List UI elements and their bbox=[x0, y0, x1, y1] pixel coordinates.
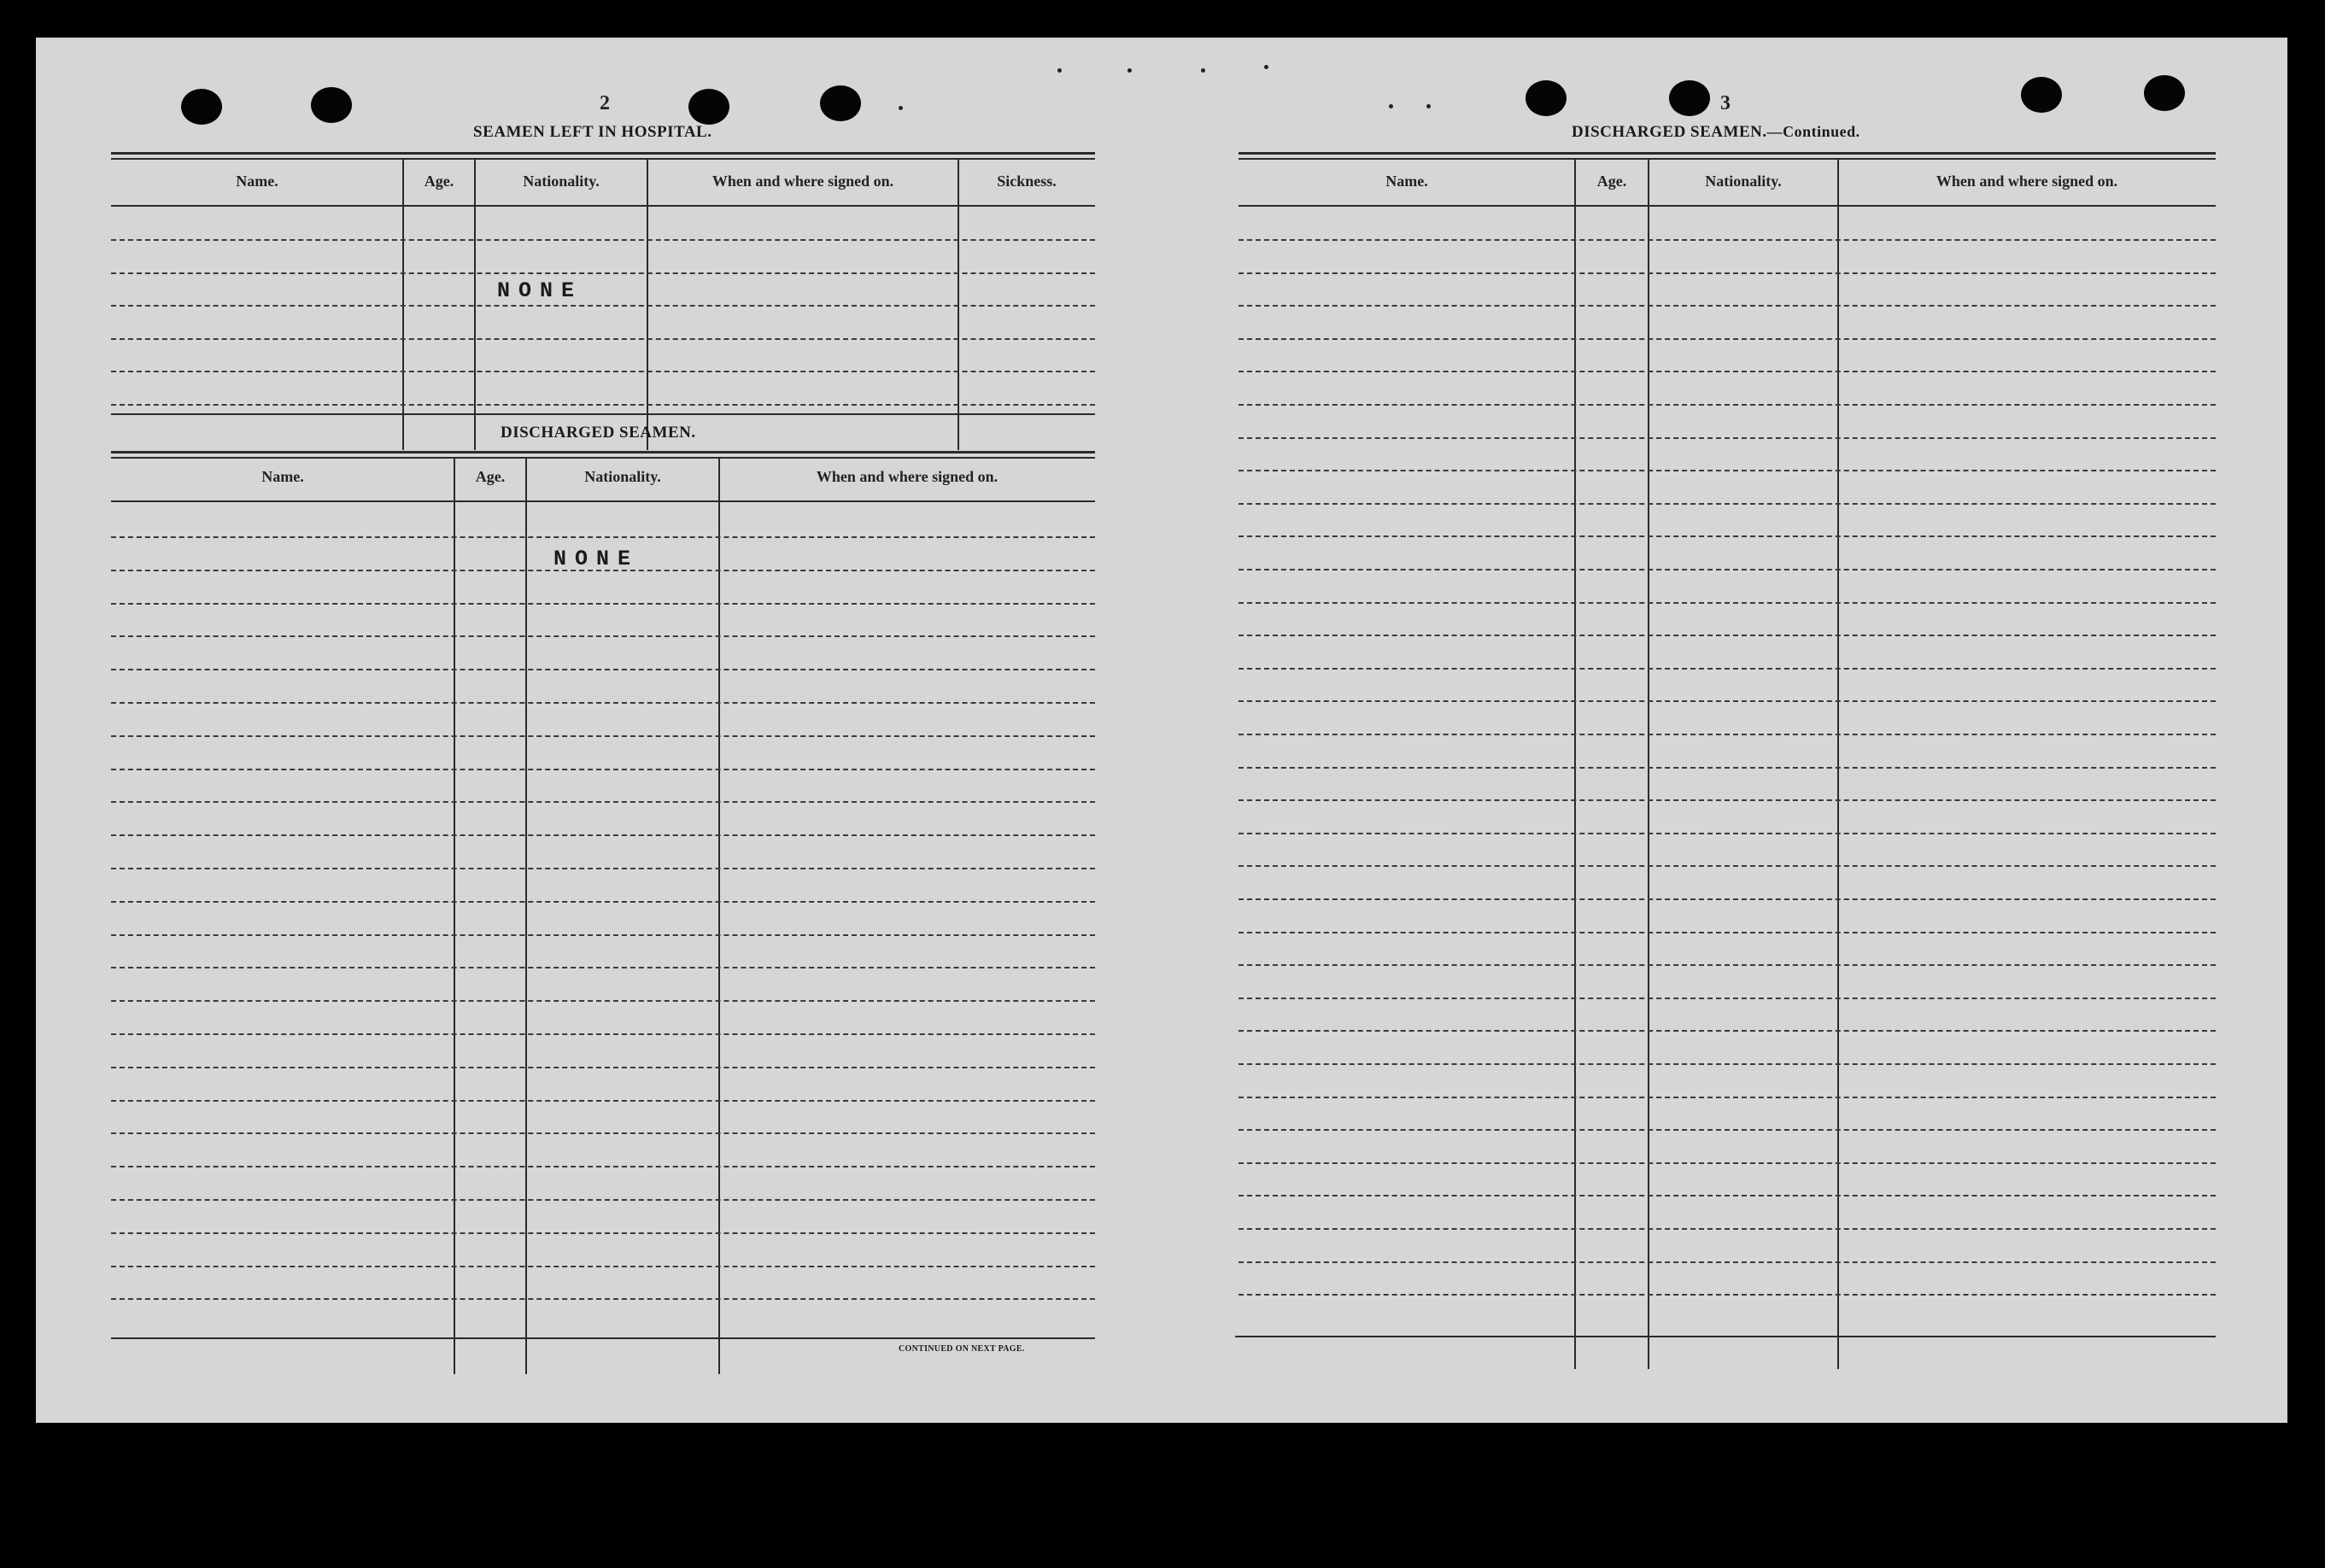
hospital-typed-entry: NONE bbox=[497, 278, 583, 303]
ledger-row-line bbox=[1239, 668, 2216, 670]
ledger-row-line bbox=[111, 305, 1095, 307]
ledger-row-line bbox=[111, 1199, 1095, 1201]
left-page-number: 2 bbox=[600, 92, 610, 114]
hospital-section-title: SEAMEN LEFT IN HOSPITAL. bbox=[473, 123, 712, 141]
punch-hole bbox=[1669, 80, 1710, 116]
ledger-row-line bbox=[111, 901, 1095, 903]
discharged-typed-entry: NONE bbox=[553, 547, 640, 571]
ledger-row-line bbox=[1239, 799, 2216, 801]
ledger-row-line bbox=[1239, 1228, 2216, 1230]
ledger-row-line bbox=[1239, 700, 2216, 702]
ledger-row-line bbox=[111, 272, 1095, 274]
ledger-row-line bbox=[1239, 1063, 2216, 1065]
punch-hole bbox=[688, 89, 729, 125]
ledger-row-line bbox=[1239, 1195, 2216, 1196]
right-page-number: 3 bbox=[1720, 92, 1731, 114]
discharged-col-divider bbox=[525, 459, 527, 1374]
ledger-row-line bbox=[111, 702, 1095, 704]
ledger-row-line bbox=[1239, 865, 2216, 867]
right-col-divider bbox=[1574, 160, 1576, 1369]
ledger-row-line bbox=[111, 735, 1095, 737]
ledger-row-line bbox=[111, 338, 1095, 340]
ledger-row-line bbox=[1239, 535, 2216, 537]
right-col-age: Age. bbox=[1596, 173, 1627, 190]
continued-note: CONTINUED ON NEXT PAGE. bbox=[899, 1344, 1025, 1354]
ledger-row-line bbox=[111, 1232, 1095, 1234]
ledger-row-line bbox=[1239, 932, 2216, 933]
ledger-row-line bbox=[1239, 404, 2216, 406]
right-section-title-continued: —Continued. bbox=[1766, 123, 1860, 140]
punch-hole bbox=[2144, 75, 2185, 111]
right-header-rule bbox=[1239, 205, 2216, 207]
ledger-row-line bbox=[1239, 371, 2216, 372]
ledger-row-line bbox=[111, 801, 1095, 803]
punch-hole bbox=[311, 87, 352, 123]
hospital-col-nationality: Nationality. bbox=[523, 173, 600, 190]
hospital-header-rule bbox=[111, 205, 1095, 207]
ledger-row-line bbox=[111, 404, 1095, 406]
ledger-row-line bbox=[1239, 503, 2216, 505]
ledger-row-line bbox=[1239, 239, 2216, 241]
discharged-col-name: Name. bbox=[261, 468, 304, 485]
right-section-title-main: DISCHARGED SEAMEN. bbox=[1572, 123, 1767, 141]
ledger-row-line bbox=[1239, 767, 2216, 769]
hospital-col-age: Age. bbox=[424, 173, 454, 190]
ledger-row-line bbox=[111, 1166, 1095, 1167]
ledger-row-line bbox=[111, 635, 1095, 637]
right-col-nationality: Nationality. bbox=[1705, 173, 1782, 190]
ink-speck bbox=[1127, 68, 1132, 73]
ledger-row-line bbox=[111, 669, 1095, 670]
discharged-top-rule-2 bbox=[111, 457, 1095, 459]
discharged-col-age: Age. bbox=[475, 468, 506, 485]
ledger-row-line bbox=[111, 1298, 1095, 1300]
ledger-row-line bbox=[1239, 635, 2216, 636]
ledger-row-line bbox=[1239, 1162, 2216, 1164]
ink-speck bbox=[899, 106, 903, 110]
ledger-row-line bbox=[111, 1000, 1095, 1002]
punch-hole bbox=[820, 85, 861, 121]
discharged-bottom-rule bbox=[111, 1337, 1095, 1339]
ledger-row-line bbox=[1239, 569, 2216, 570]
discharged-top-rule bbox=[111, 451, 1095, 453]
hospital-top-rule-2 bbox=[111, 158, 1095, 160]
ledger-row-line bbox=[111, 603, 1095, 605]
hospital-col-name: Name. bbox=[236, 173, 278, 190]
ledger-row-line bbox=[111, 967, 1095, 968]
punch-hole bbox=[1526, 80, 1567, 116]
ledger-row-line bbox=[1239, 1129, 2216, 1131]
ledger-row-line bbox=[1239, 437, 2216, 439]
ledger-row-line bbox=[1239, 602, 2216, 604]
discharged-col-divider bbox=[454, 459, 455, 1374]
ledger-row-line bbox=[111, 1067, 1095, 1068]
ledger-row-line bbox=[1239, 1261, 2216, 1263]
ledger-row-line bbox=[1239, 338, 2216, 340]
right-col-divider bbox=[1648, 160, 1649, 1369]
ledger-sheet bbox=[36, 38, 2287, 1423]
discharged-col-nationality: Nationality. bbox=[584, 468, 661, 485]
ledger-row-line bbox=[111, 934, 1095, 936]
ledger-row-line bbox=[1239, 1030, 2216, 1032]
ink-speck bbox=[1426, 104, 1431, 108]
hospital-col-signed-on: When and where signed on. bbox=[712, 173, 894, 190]
right-top-rule bbox=[1239, 152, 2216, 155]
right-bottom-rule bbox=[1235, 1336, 2216, 1337]
ink-speck bbox=[1057, 68, 1062, 73]
ledger-row-line bbox=[111, 1132, 1095, 1134]
ledger-row-line bbox=[111, 769, 1095, 770]
ledger-row-line bbox=[1239, 1294, 2216, 1296]
hospital-bottom-rule bbox=[111, 413, 1095, 415]
right-top-rule-2 bbox=[1239, 158, 2216, 160]
hospital-col-sickness: Sickness. bbox=[997, 173, 1057, 190]
discharged-col-signed-on: When and where signed on. bbox=[816, 468, 999, 485]
right-col-name: Name. bbox=[1385, 173, 1428, 190]
discharged-section-title: DISCHARGED SEAMEN. bbox=[501, 424, 696, 442]
ledger-row-line bbox=[111, 1033, 1095, 1035]
ledger-row-line bbox=[1239, 1097, 2216, 1098]
ledger-row-line bbox=[111, 868, 1095, 869]
right-col-divider bbox=[1837, 160, 1839, 1369]
ledger-row-line bbox=[1239, 964, 2216, 966]
ledger-row-line bbox=[1239, 833, 2216, 834]
ink-speck bbox=[1264, 65, 1268, 69]
right-section-title bbox=[1572, 123, 1860, 142]
punch-hole bbox=[181, 89, 222, 125]
ledger-row-line bbox=[1239, 998, 2216, 999]
ledger-row-line bbox=[111, 536, 1095, 538]
ink-speck bbox=[1389, 104, 1393, 108]
ink-speck bbox=[1201, 68, 1205, 73]
ledger-row-line bbox=[111, 239, 1095, 241]
ledger-row-line bbox=[1239, 470, 2216, 471]
punch-hole bbox=[2021, 77, 2062, 113]
ledger-row-line bbox=[1239, 898, 2216, 900]
discharged-col-divider bbox=[718, 459, 720, 1374]
ledger-row-line bbox=[1239, 305, 2216, 307]
ledger-row-line bbox=[1239, 734, 2216, 735]
hospital-top-rule bbox=[111, 152, 1095, 155]
ledger-row-line bbox=[1239, 272, 2216, 274]
discharged-header-rule bbox=[111, 500, 1095, 502]
right-col-signed-on: When and where signed on. bbox=[1936, 173, 2118, 190]
ledger-row-line bbox=[111, 1100, 1095, 1102]
ledger-row-line bbox=[111, 834, 1095, 836]
ledger-row-line bbox=[111, 1266, 1095, 1267]
ledger-row-line bbox=[111, 371, 1095, 372]
